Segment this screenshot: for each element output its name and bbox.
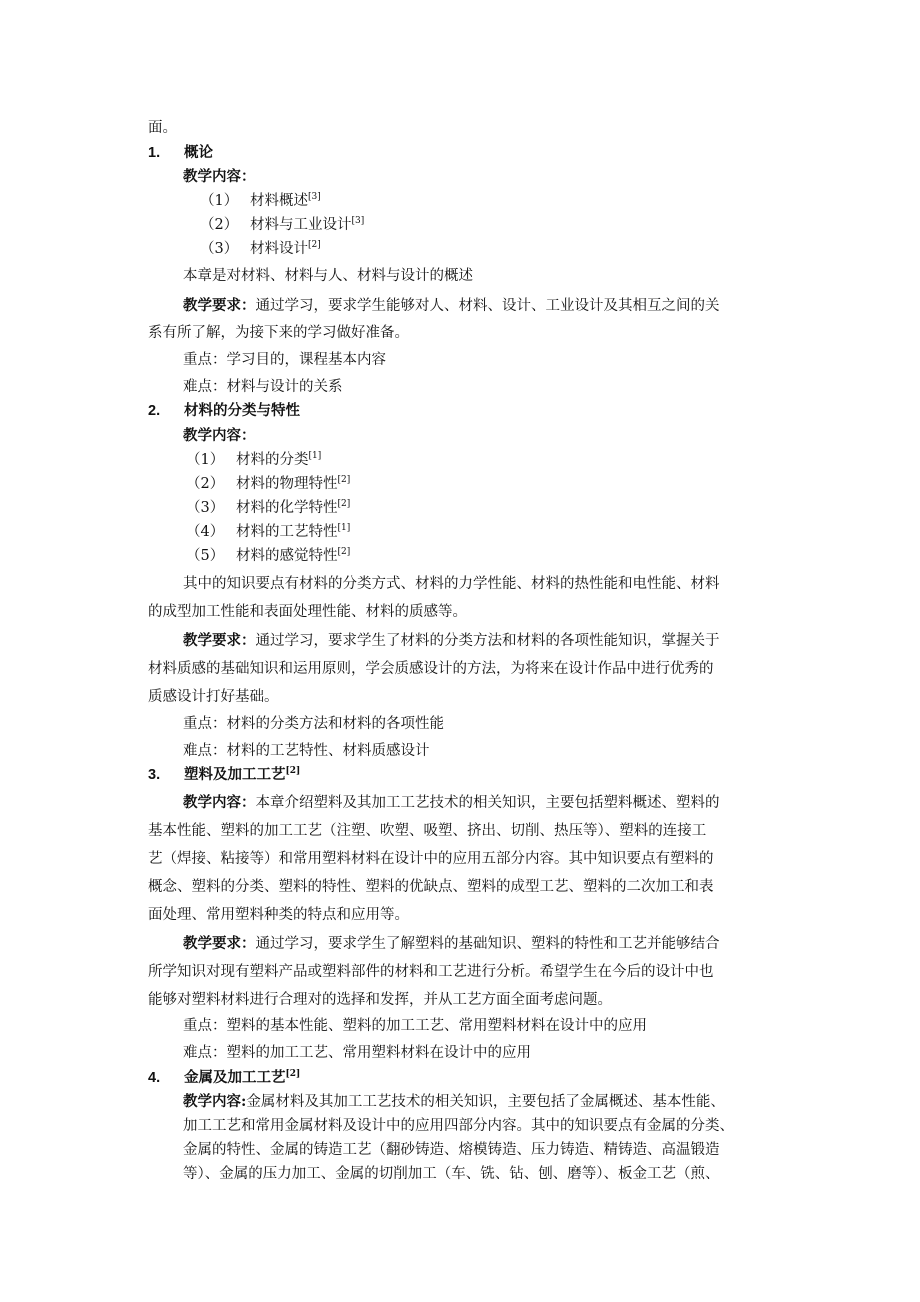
s2-content-label: 教学内容：: [183, 427, 256, 444]
section-1-title: 概论: [184, 144, 213, 161]
s3-content-line: 基本性能、塑料的加工工艺（注塑、吹塑、吸塑、挤出、切削、热压等）、塑料的连接工: [148, 823, 707, 839]
s1-item: （2） 材料与工业设计[3]: [200, 216, 365, 233]
s1-summary: 本章是对材料、材料与人、材料与设计的概述: [183, 268, 473, 284]
s2-summary-line: 其中的知识要点有材料的分类方式、材料的力学性能、材料的热性能和电性能、材料: [183, 576, 720, 592]
s2-summary-line: 的成型加工性能和表面处理性能、材料的质感等。: [148, 604, 467, 620]
s3-difficulty: 难点：塑料的加工工艺、常用塑料材料在设计中的应用: [183, 1045, 531, 1061]
s3-content-line: 艺（焊接、粘接等）和常用塑料材料在设计中的应用五部分内容。其中知识要点有塑料的: [148, 851, 714, 867]
s1-item: （1） 材料概述[3]: [200, 192, 321, 209]
s4-content-line: 金属的特性、金属的铸造工艺（翻砂铸造、熔模铸造、压力铸造、精铸造、高温锻造: [183, 1142, 720, 1158]
s3-content-line: 面处理、常用塑料种类的特点和应用等。: [148, 907, 409, 923]
s2-item: （3） 材料的化学特性[2]: [186, 499, 351, 516]
s2-difficulty: 难点：材料的工艺特性、材料质感设计: [183, 743, 430, 759]
s2-requirement-line: 质感设计打好基础。: [148, 689, 279, 705]
s1-difficulty: 难点：材料与设计的关系: [183, 379, 343, 395]
s1-key-point: 重点：学习目的，课程基本内容: [183, 352, 386, 368]
s2-item: （1） 材料的分类[1]: [186, 451, 322, 468]
section-2-heading: 2. 材料的分类与特性: [148, 402, 300, 419]
s4-content-line: 教学内容:金属材料及其加工工艺技术的相关知识，主要包括了金属概述、基本性能、: [183, 1093, 725, 1110]
s2-item: （5） 材料的感觉特性[2]: [186, 547, 351, 564]
section-1-number: 1.: [148, 145, 161, 161]
s3-requirement-line: 能够对塑料材料进行合理对的选择和发挥，并从工艺方面全面考虑问题。: [148, 992, 612, 1008]
s4-content-line: 加工工艺和常用金属材料及设计中的应用四部分内容。其中的知识要点有金属的分类、: [183, 1118, 734, 1134]
s3-requirement-line: 所学知识对现有塑料产品或塑料部件的材料和工艺进行分析。希望学生在今后的设计中也: [148, 964, 714, 980]
s2-key-point: 重点：材料的分类方法和材料的各项性能: [183, 716, 444, 732]
s3-content-line: 教学内容：本章介绍塑料及其加工工艺技术的相关知识，主要包括塑料概述、塑料的: [183, 794, 720, 811]
s1-content-label: 教学内容：: [183, 168, 256, 185]
s2-requirement-line: 材料质感的基础知识和运用原则，学会质感设计的方法，为将来在设计作品中进行优秀的: [148, 661, 714, 677]
s1-item: （3） 材料设计[2]: [200, 240, 321, 257]
s1-requirement-line: 教学要求：通过学习，要求学生能够对人、材料、设计、工业设计及其相互之间的关: [183, 297, 720, 314]
s2-item: （2） 材料的物理特性[2]: [186, 475, 351, 492]
s1-requirement-line: 系有所了解，为接下来的学习做好准备。: [148, 325, 409, 341]
s3-content-line: 概念、塑料的分类、塑料的特性、塑料的优缺点、塑料的成型工艺、塑料的二次加工和表: [148, 879, 714, 895]
s2-requirement-line: 教学要求：通过学习，要求学生了材料的分类方法和材料的各项性能知识，掌握关于: [183, 632, 720, 649]
s4-content-line: 等）、金属的压力加工、金属的切削加工（车、铣、钻、刨、磨等）、板金工艺（煎、: [183, 1166, 720, 1182]
s2-item: （4） 材料的工艺特性[1]: [186, 523, 351, 540]
continuation-text: 面。: [148, 120, 177, 136]
section-4-heading: 4. 金属及加工工艺[2]: [148, 1069, 301, 1086]
section-3-heading: 3. 塑料及加工工艺[2]: [148, 766, 301, 783]
section-1-heading: [148, 143, 213, 163]
s3-key-point: 重点：塑料的基本性能、塑料的加工工艺、常用塑料材料在设计中的应用: [183, 1018, 647, 1034]
s3-requirement-line: 教学要求：通过学习，要求学生了解塑料的基础知识、塑料的特性和工艺并能够结合: [183, 935, 720, 952]
